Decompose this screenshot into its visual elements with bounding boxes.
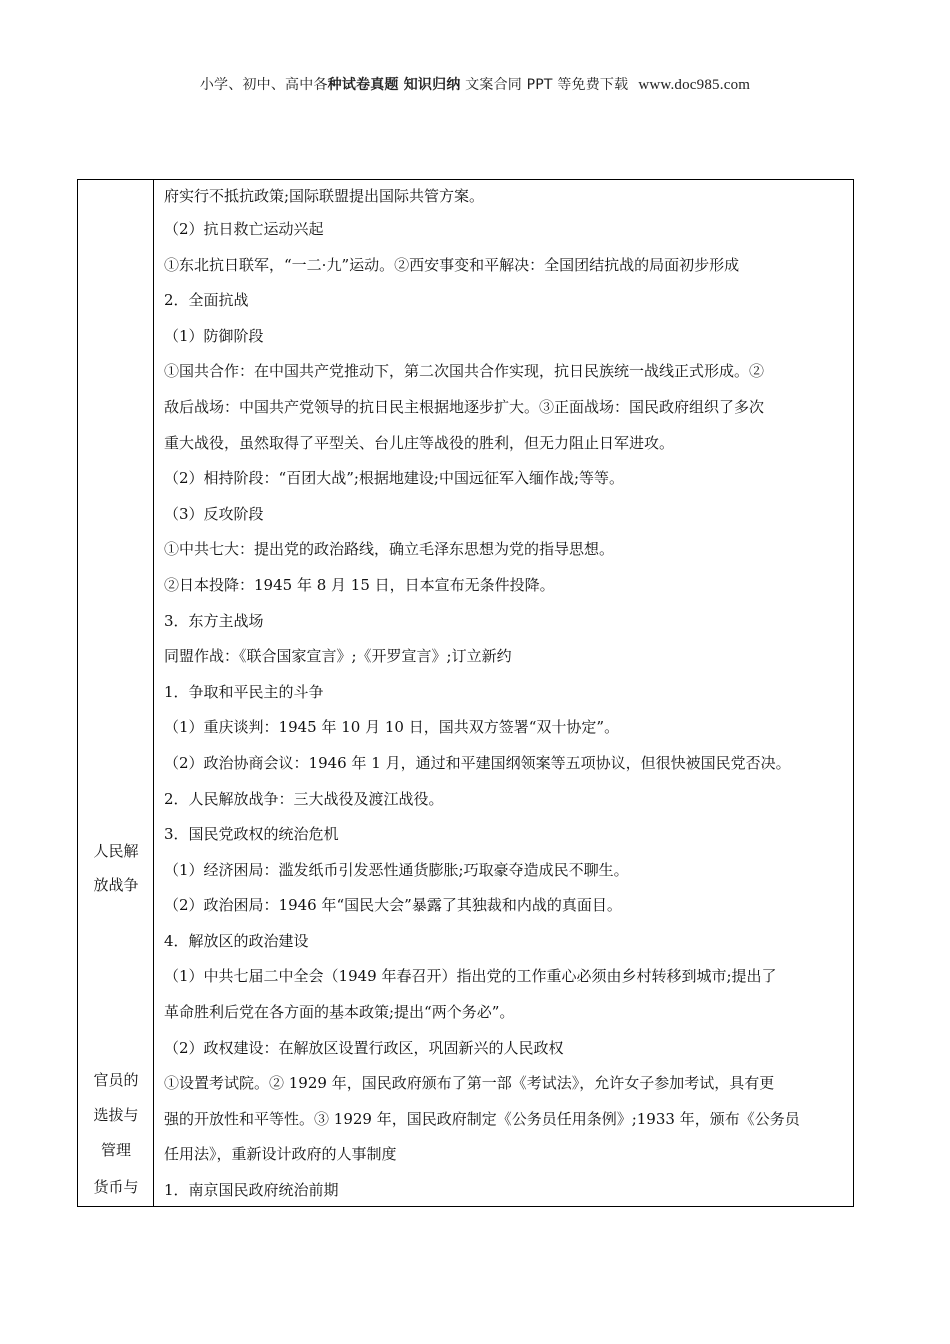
content-line: 1．南京国民政府统治前期 bbox=[164, 1181, 339, 1200]
content-line: 任用法》，重新设计政府的人事制度 bbox=[164, 1145, 397, 1164]
topic-label: 官员的 bbox=[93, 1071, 139, 1089]
content-line: （1）防御阶段 bbox=[164, 326, 264, 345]
content-line: （2）政权建设：在解放区设置行政区，巩固新兴的人民政权 bbox=[164, 1038, 564, 1057]
content-column bbox=[154, 180, 854, 1206]
content-line: ①国共合作：在中国共产党推动下，第二次国共合作实现，抗日民族统一战线正式形成。② bbox=[164, 362, 765, 381]
content-line: （2）政治协商会议：1946 年 1 月，通过和平建国纲领案等五项协议，但很快被国民党否决。 bbox=[164, 753, 791, 772]
content-line: （1）重庆谈判：1945 年 10 月 10 日，国共双方签署“双十协定”。 bbox=[164, 718, 620, 737]
content-line: 2．人民解放战争：三大战役及渡江战役。 bbox=[164, 789, 444, 808]
topic-column bbox=[78, 180, 154, 1206]
page-header bbox=[0, 74, 950, 94]
content-line: 府实行不抵抗政策;国际联盟提出国际共管方案。 bbox=[164, 187, 485, 205]
content-line: ②日本投降：1945 年 8 月 15 日，日本宣布无条件投降。 bbox=[164, 575, 555, 594]
content-line: （2）政治困局：1946 年“国民大会”暴露了其独裁和内战的真面目。 bbox=[164, 896, 622, 915]
content-line: ①东北抗日联军，“一二·九”运动。②西安事变和平解决：全国团结抗战的局面初步形成 bbox=[164, 255, 740, 274]
header-url[interactable]: www.doc985.com bbox=[638, 77, 751, 93]
content-table bbox=[77, 179, 854, 1207]
content-line: （1）经济困局：滥发纸币引发恶性通货膨胀;巧取豪夺造成民不聊生。 bbox=[164, 860, 629, 879]
header-text-4: 文案合同 PPT 等免费下载 bbox=[460, 77, 629, 93]
content-line: 4．解放区的政治建设 bbox=[164, 931, 309, 950]
content-line: （1）中共七届二中全会（1949 年春召开）指出党的工作重心必须由乡村转移到城市;提出了 bbox=[164, 967, 777, 986]
content-line: 革命胜利后党在各方面的基本政策;提出“两个务必”。 bbox=[164, 1003, 515, 1022]
header-text-1: 小学、初中、高中各 bbox=[199, 77, 328, 93]
topic-label: 选拔与 bbox=[93, 1106, 139, 1124]
topic-label: 管理 bbox=[100, 1141, 131, 1159]
content-line: 重大战役，虽然取得了平型关、台儿庄等战役的胜利，但无力阻止日军进攻。 bbox=[164, 433, 675, 452]
header-text-2: 种试卷真题 bbox=[327, 77, 399, 93]
content-line: 1．争取和平民主的斗争 bbox=[164, 682, 324, 701]
content-line: （2）相持阶段：“百团大战”;根据地建设;中国远征军入缅作战;等等。 bbox=[164, 469, 625, 488]
topic-label: 货币与 bbox=[93, 1178, 139, 1196]
content-line: 敌后战场：中国共产党领导的抗日民主根据地逐步扩大。③正面战场：国民政府组织了多次 bbox=[164, 397, 765, 416]
content-line: 2．全面抗战 bbox=[164, 291, 249, 310]
content-line: ①中共七大：提出党的政治路线，确立毛泽东思想为党的指导思想。 bbox=[164, 540, 615, 559]
content-line: 强的开放性和平等性。③ 1929 年，国民政府制定《公务员任用条例》;1933 年，颁布《公务员 bbox=[164, 1109, 800, 1128]
content-line: 3．东方主战场 bbox=[164, 611, 264, 630]
content-line: （2）抗日救亡运动兴起 bbox=[164, 220, 324, 238]
content-line: ①设置考试院。② 1929 年，国民政府颁布了第一部《考试法》，允许女子参加考试，具有更 bbox=[164, 1074, 775, 1093]
content-line: 3．国民党政权的统治危机 bbox=[164, 825, 339, 844]
content-line: 同盟作战：《联合国家宣言》;《开罗宣言》;订立新约 bbox=[164, 647, 512, 666]
content-line: （3）反攻阶段 bbox=[164, 504, 264, 523]
topic-label: 人民解 bbox=[93, 842, 139, 860]
topic-label: 放战争 bbox=[93, 876, 139, 894]
header-text-3: 知识归纳 bbox=[398, 77, 461, 93]
